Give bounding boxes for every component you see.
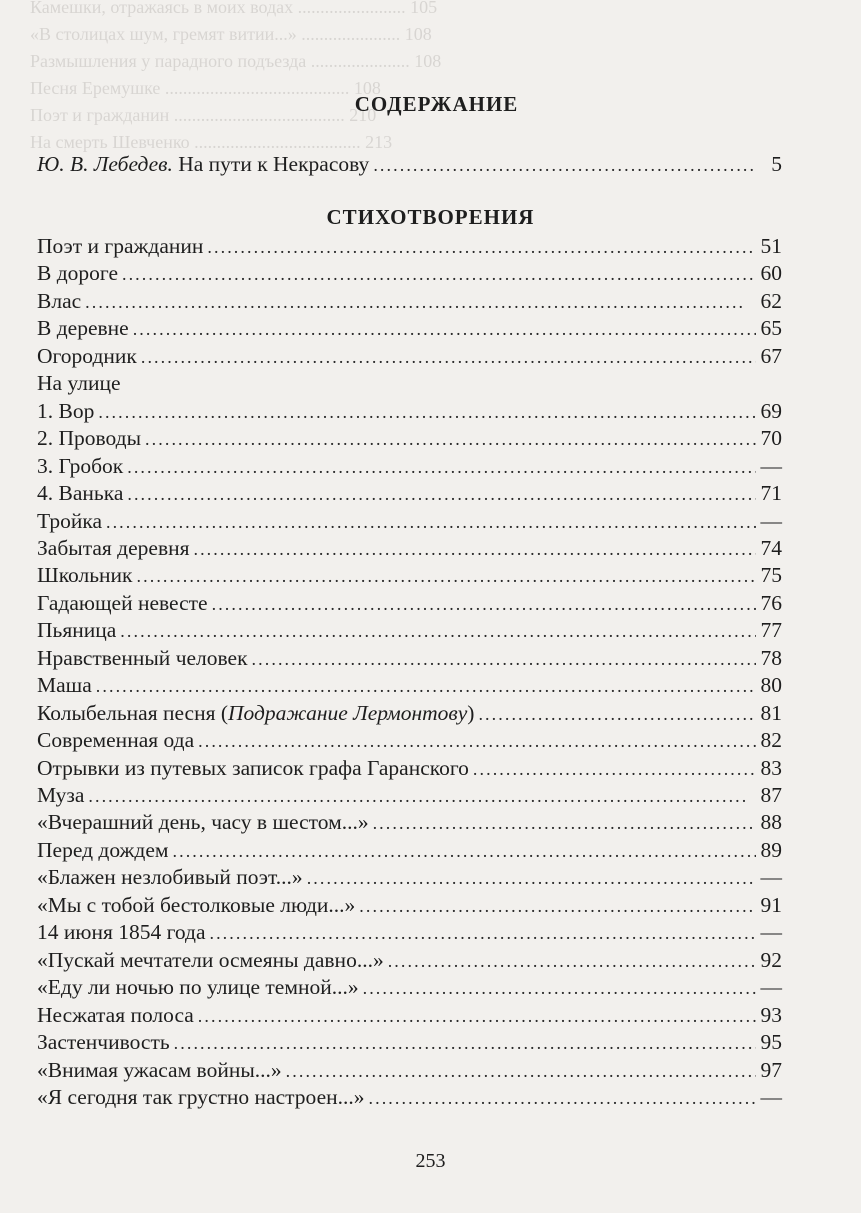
toc-entry-title (37, 973, 359, 1001)
toc-entry-page: 97 (760, 1057, 782, 1082)
toc-entry-title-text: «Блажен незлобивый поэт...» (37, 865, 303, 890)
toc-entry[interactable] (37, 808, 782, 836)
toc-entry-title (37, 1001, 194, 1029)
dot-leader (198, 727, 756, 755)
toc-entry-page: 88 (760, 810, 782, 835)
contents-heading: СОДЕРЖАНИЕ (354, 92, 519, 116)
toc-entry-title (37, 644, 248, 672)
toc-entry-title (37, 836, 169, 864)
toc-entry-page: 69 (760, 398, 782, 423)
dot-leader (473, 755, 756, 783)
toc-entry-title-italic: Подражание Лермонтову (228, 700, 468, 725)
toc-entry-title (37, 589, 208, 617)
toc-entry-title (37, 287, 81, 315)
dot-leader (85, 288, 756, 316)
toc-entry-title-text: «Я сегодня так грустно настроен...» (37, 1084, 365, 1109)
toc-entry-page: 71 (760, 481, 782, 506)
toc-entry-page: 95 (760, 1030, 782, 1055)
toc-entry-page: 91 (760, 892, 782, 917)
toc-entry-title (37, 342, 137, 370)
toc-entry[interactable] (37, 671, 782, 699)
dot-leader (127, 453, 756, 481)
dot-leader (122, 260, 756, 288)
toc-entry-title (37, 259, 118, 287)
toc-entry-title (37, 754, 469, 782)
toc-entry-page: — (760, 865, 782, 890)
toc-entry-title-text: Отрывки из путевых записок графа Гаранского (37, 755, 469, 780)
toc-entry-title (37, 479, 123, 507)
toc-entry-title (37, 781, 84, 809)
toc-entry-title-text: В деревне (37, 316, 129, 341)
dot-leader (145, 425, 756, 453)
toc-entry-title-text: 14 июня 1854 года (37, 920, 206, 945)
toc-entry-page: — (760, 975, 782, 1000)
toc-entry[interactable] (37, 369, 782, 397)
toc-entry-title-text: «Пускай мечтатели осмеяны давно...» (37, 947, 384, 972)
toc-entry-page: 51 (760, 234, 782, 258)
dot-leader (193, 535, 756, 563)
toc-entry[interactable] (37, 891, 782, 919)
toc-entry-title (37, 424, 141, 452)
toc-entry-title (37, 369, 121, 397)
toc-entry[interactable] (37, 863, 782, 891)
toc-entry-title-text: «Еду ли ночью по улице темной...» (37, 975, 359, 1000)
bleed-through-line: Поэт и гражданин ...................................... 210 (30, 105, 377, 125)
toc-entry[interactable] (37, 918, 782, 946)
dot-leader (359, 892, 756, 920)
toc-entry-title (37, 726, 194, 754)
toc-entry-title-text: Огородник (37, 343, 137, 368)
toc-entry-title (37, 150, 369, 178)
toc-entry[interactable] (37, 507, 782, 535)
toc-entry-title-text: Тройка (37, 508, 102, 533)
toc-entry-page: 62 (760, 288, 782, 313)
toc-entry[interactable] (37, 616, 782, 644)
toc-entry-title-text: На улице (37, 371, 121, 396)
dot-leader (133, 315, 756, 343)
toc-entry[interactable] (37, 726, 782, 754)
toc-entry-page: — (760, 1084, 782, 1109)
toc-entry-page: 93 (760, 1002, 782, 1027)
toc-entry[interactable] (37, 452, 782, 480)
dot-leader (209, 919, 756, 947)
toc-entry-title (37, 808, 369, 836)
toc-entry-page: 67 (760, 343, 782, 368)
toc-entry[interactable] (37, 754, 782, 782)
dot-leader (127, 480, 756, 508)
toc-entry[interactable] (37, 561, 782, 589)
toc-entry-title (37, 232, 203, 260)
toc-entry[interactable] (37, 836, 782, 864)
toc-entry[interactable] (37, 479, 782, 507)
toc-entry-title-text: 2. Проводы (37, 426, 142, 451)
dot-leader (369, 1084, 757, 1112)
toc-entry[interactable] (37, 1001, 782, 1029)
toc-entry[interactable] (37, 232, 782, 260)
toc-entry-page: 89 (760, 837, 782, 862)
toc-entry-title-text: Маша (37, 673, 92, 698)
dot-leader (96, 672, 756, 700)
toc-entry-title-text: Нравственный человек (37, 645, 248, 670)
toc-entry-title-text: 3. Гробок (37, 453, 124, 478)
dot-leader (173, 837, 757, 865)
toc-entry-title (37, 918, 205, 946)
toc-entry-title (37, 1028, 170, 1056)
toc-entry-title (37, 1056, 282, 1084)
dot-leader (106, 508, 756, 536)
toc-entry-title-text: Несжатая полоса (37, 1002, 194, 1027)
toc-entry-title-text: Застенчивость (37, 1030, 170, 1055)
dot-leader (207, 233, 756, 261)
toc-entry-page: 74 (760, 535, 782, 560)
toc-entry-title-text: Поэт и гражданин (37, 234, 204, 258)
dot-leader (98, 398, 756, 426)
toc-entry[interactable] (37, 397, 782, 425)
toc-entry-page: 87 (760, 783, 782, 807)
toc-entry-title (37, 534, 189, 562)
toc-entry[interactable] (37, 534, 782, 562)
toc-entry-title-text: Влас (37, 288, 82, 313)
toc-entry-title (37, 397, 94, 425)
toc-entry-page: 75 (760, 563, 782, 588)
dot-leader (252, 645, 756, 673)
dot-leader (363, 974, 756, 1002)
toc-entry-title (37, 507, 102, 535)
bleed-through-line: «В столицах шум, гремят витии...» ...................... 108 (30, 24, 432, 44)
toc-entry-title (37, 699, 474, 727)
dot-leader (141, 343, 756, 371)
toc-entry-title (37, 946, 384, 974)
toc-entry-title-text: 1. Вор (37, 398, 95, 423)
toc-entry-title-text: Школьник (37, 563, 133, 588)
toc-entry-title-text: «Внимая ужасам войны...» (37, 1057, 282, 1082)
toc-entry[interactable] (37, 644, 782, 672)
bleed-through-text (30, 0, 830, 156)
toc-entry-page: — (760, 453, 782, 478)
toc-entry-page: 82 (760, 728, 782, 753)
toc-entry[interactable] (37, 946, 782, 974)
dot-leader (388, 947, 756, 975)
toc-entry-intro[interactable] (37, 150, 782, 178)
toc-entry-title-text: Пьяница (37, 618, 117, 643)
toc-entry-page: 80 (760, 673, 782, 698)
toc-entry-title (37, 452, 123, 480)
toc-entry-page: 78 (760, 645, 782, 670)
dot-leader (307, 864, 756, 892)
toc-entry-page: 5 (771, 152, 782, 176)
toc-entry[interactable] (37, 342, 782, 370)
toc-entry[interactable] (37, 287, 782, 315)
toc-entry-page: — (760, 920, 782, 945)
toc-entry-title (37, 314, 129, 342)
toc-entry-title (37, 561, 133, 589)
dot-leader (478, 700, 756, 728)
toc-entry-title-text: Муза (37, 783, 85, 807)
dot-leader (373, 809, 756, 837)
toc-entry-page: 60 (760, 261, 782, 286)
toc-entry-page: 65 (760, 316, 782, 341)
toc-entry-title-text: Перед дождем (37, 837, 169, 862)
toc-entry-title-text: Гадающей невесте (37, 590, 208, 615)
toc-entry[interactable] (37, 314, 782, 342)
dot-leader (174, 1029, 756, 1057)
toc-entry[interactable] (37, 1083, 782, 1111)
toc-entry-page: 76 (760, 590, 782, 615)
toc-entry-page: 81 (760, 700, 782, 725)
toc-entry-title-text: Современная ода (37, 728, 195, 753)
toc-entry[interactable] (37, 259, 782, 287)
toc-entry-page: 77 (760, 618, 782, 643)
toc-entry-title-text: Колыбельная песня ( (37, 700, 229, 725)
toc-entry[interactable] (37, 1028, 782, 1056)
toc-entry-title-tail: ) (467, 700, 475, 725)
intro-title: На пути к Некрасову (172, 152, 370, 176)
toc-entry-title (37, 1083, 365, 1111)
toc-entry-page: 83 (760, 755, 782, 780)
toc-entry[interactable] (37, 424, 782, 452)
dot-leader (120, 617, 756, 645)
toc-entry[interactable] (37, 973, 782, 1001)
toc-entry[interactable] (37, 781, 782, 809)
toc-entry-title-text: Забытая деревня (37, 535, 190, 560)
toc-entry[interactable] (37, 589, 782, 617)
bleed-through-line: Камешки, отражаясь в моих водах ........................ 105 (30, 0, 438, 17)
toc-entry-title (37, 891, 355, 919)
toc-entry-title-text: «Мы с тобой бестолковые люди...» (37, 892, 356, 917)
toc-entry-title (37, 671, 92, 699)
toc-entry[interactable] (37, 699, 782, 727)
toc-entry-title (37, 863, 303, 891)
dot-leader (137, 562, 756, 590)
dot-leader (88, 782, 756, 810)
dot-leader (373, 151, 756, 179)
toc-entry-page: 92 (760, 947, 782, 972)
section-heading: СТИХОТВОРЕНИЯ (326, 205, 535, 229)
dot-leader (286, 1057, 756, 1085)
toc-entry-page: — (760, 508, 782, 533)
page-number: 253 (415, 1150, 446, 1172)
toc-entry-title-text: 4. Ванька (37, 481, 124, 506)
toc-entry-title-text: «Вчерашний день, часу в шестом...» (37, 810, 369, 835)
bleed-through-line: Песня Еремушке ......................................... 108 (30, 78, 381, 98)
toc-entry-page: 70 (760, 426, 782, 451)
bleed-through-line: Размышления у парадного подъезда ...................... 108 (30, 51, 442, 71)
toc-entry-title (37, 616, 116, 644)
toc-entry[interactable] (37, 1056, 782, 1084)
dot-leader (212, 590, 756, 618)
intro-author: Ю. В. Лебедев. (37, 152, 173, 176)
toc-entry-title-text: В дороге (37, 261, 118, 286)
bleed-through-line: На смерть Шевченко ..................................... 213 (30, 132, 393, 152)
dot-leader (198, 1002, 756, 1030)
